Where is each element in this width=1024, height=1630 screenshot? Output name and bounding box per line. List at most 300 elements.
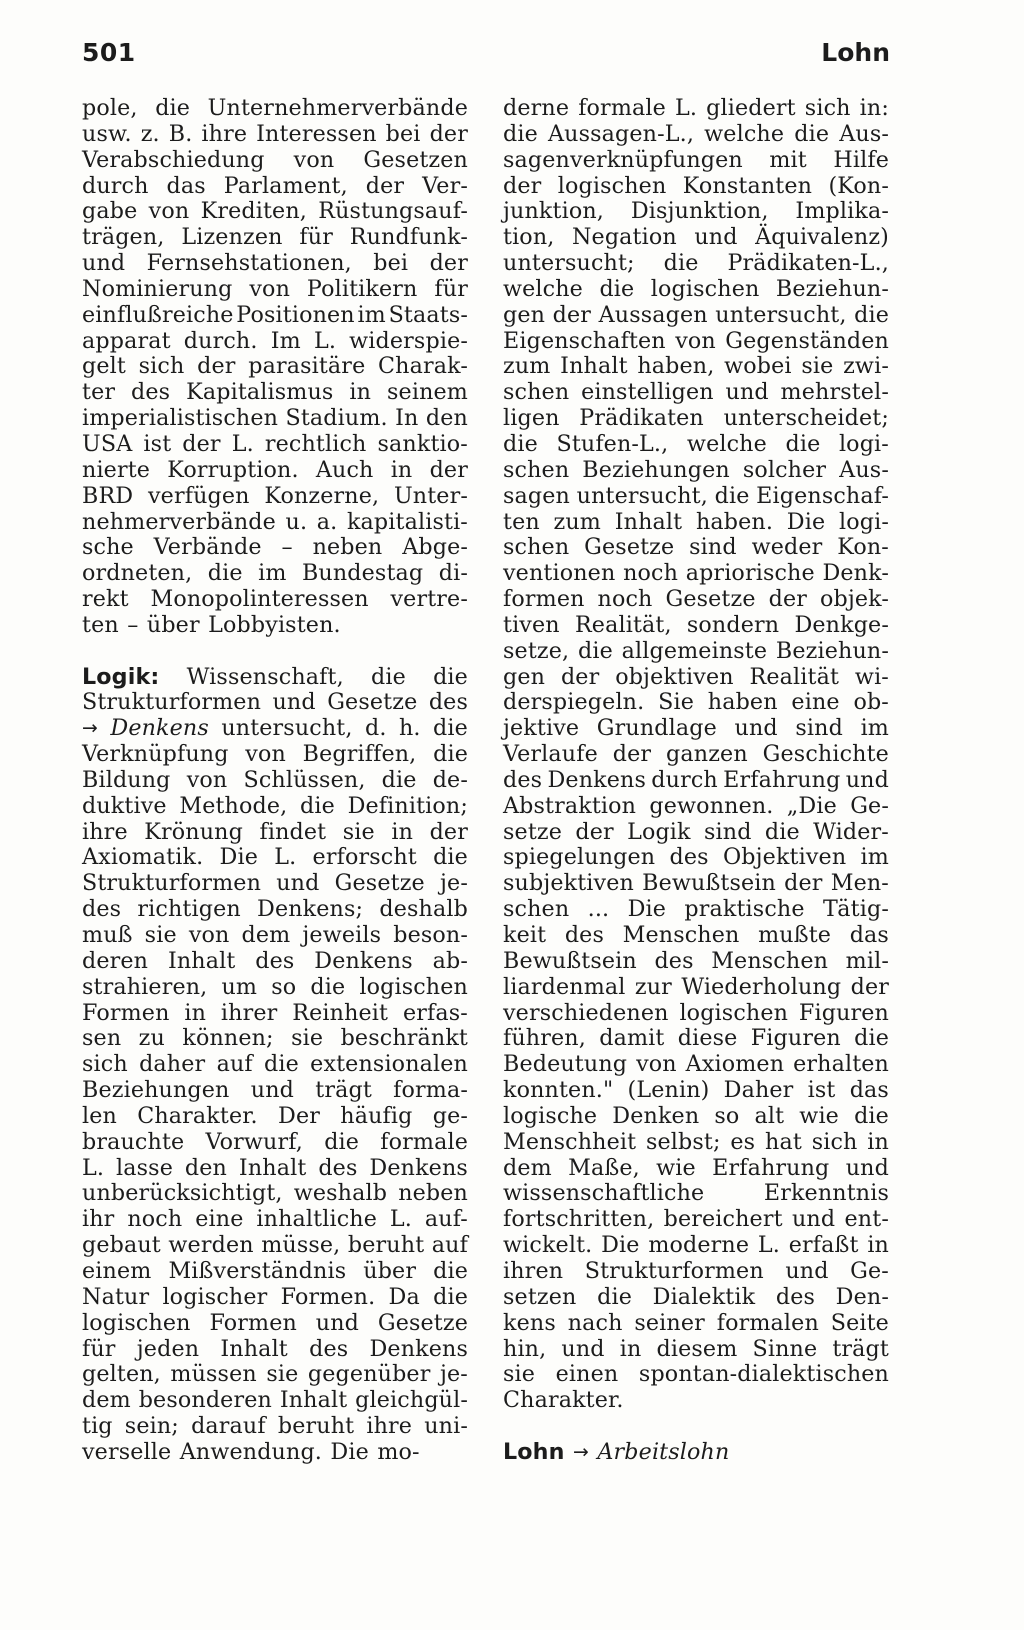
word: Lobbyisten. <box>208 611 341 638</box>
word: wie <box>799 1102 839 1129</box>
word: tig <box>82 1413 113 1440</box>
word: „Die <box>786 792 837 819</box>
word: neben <box>312 534 383 561</box>
word: Verabschiedung <box>82 146 265 173</box>
word: vertre- <box>390 586 468 613</box>
word: jeden <box>136 1335 200 1362</box>
text-line <box>82 380 468 406</box>
word: ob- <box>853 689 889 716</box>
word: Äquivalenz) <box>755 224 889 251</box>
word: die <box>370 663 406 690</box>
word: über <box>146 611 200 638</box>
word: praktische <box>684 896 805 923</box>
word: der <box>850 973 889 1000</box>
word: sagenverknüpfungen <box>503 146 743 173</box>
text-line <box>503 354 889 380</box>
text-line <box>503 690 889 716</box>
word: sind <box>795 715 843 742</box>
word: Die <box>786 508 826 535</box>
word: unberücksichtigt, <box>82 1180 283 1207</box>
word: und <box>82 250 126 277</box>
word: L. <box>274 844 297 871</box>
word: ihr <box>82 1206 115 1233</box>
word: durch <box>82 172 149 199</box>
word: durch. <box>183 327 258 354</box>
word: gelt <box>82 353 126 380</box>
word: Inhalt <box>614 508 683 535</box>
word: und <box>315 1309 360 1336</box>
text-line <box>503 96 889 122</box>
word: und <box>694 224 738 251</box>
word: Denkens <box>369 1154 468 1181</box>
text-line <box>82 1207 468 1233</box>
word: mo- <box>377 1438 420 1465</box>
word: Die <box>219 844 258 871</box>
text-line <box>82 277 468 303</box>
word: Ge- <box>850 792 889 819</box>
word: gebaut <box>82 1232 161 1259</box>
word: Dialektik <box>652 1283 756 1310</box>
word: sche <box>82 534 134 561</box>
word: zum <box>503 353 551 380</box>
text-line <box>503 1181 889 1207</box>
word: len <box>82 1102 117 1129</box>
text-line <box>82 1311 468 1337</box>
text-line <box>503 1104 889 1130</box>
word: und <box>791 1206 836 1233</box>
word: die <box>324 1128 360 1155</box>
text-line <box>503 484 889 510</box>
text-line <box>82 871 468 897</box>
word: die <box>599 275 635 302</box>
word: der <box>552 301 592 328</box>
word: beruht <box>347 1232 425 1259</box>
word: In <box>395 405 419 432</box>
word: alt <box>754 1102 785 1129</box>
word: in <box>390 456 413 483</box>
word: wie <box>656 1154 696 1181</box>
word: muß <box>82 922 133 948</box>
word: selbst; <box>645 1128 721 1155</box>
word: formale <box>578 95 666 121</box>
word: zwi- <box>843 353 889 380</box>
word: einem <box>82 1257 152 1284</box>
text-line <box>82 458 468 484</box>
word: dem <box>503 1154 552 1181</box>
word: brauchte <box>82 1128 185 1155</box>
word: die <box>381 766 417 793</box>
text-line <box>503 768 889 794</box>
word: des <box>428 689 468 716</box>
word: Wissenschaft, <box>186 663 344 690</box>
text-line <box>503 949 889 975</box>
word: es <box>730 1128 756 1155</box>
word: apparat <box>82 327 171 354</box>
word: im <box>357 301 386 328</box>
word: lasse <box>116 1154 173 1181</box>
word: sie <box>291 1025 324 1052</box>
word: Fernsehstationen, <box>146 250 352 277</box>
word: Inhalt <box>220 1335 288 1362</box>
text-line <box>82 561 468 587</box>
word: und <box>561 1335 605 1362</box>
word: die <box>785 430 821 457</box>
word: untersucht, <box>715 301 847 328</box>
text-line <box>503 432 889 458</box>
word: für <box>434 275 468 302</box>
word: und <box>845 766 889 793</box>
running-head: Lohn <box>821 38 890 67</box>
word: Verknüpfung <box>82 741 229 768</box>
entry-headword: Lohn <box>503 1438 565 1465</box>
word: Unter- <box>393 482 468 509</box>
word: Denkens <box>547 766 646 793</box>
word: beschränkt <box>340 1025 468 1052</box>
word: Seite <box>830 1309 889 1336</box>
word: Men- <box>830 870 889 897</box>
text-line <box>82 510 468 536</box>
text-line <box>503 845 889 871</box>
word: Eigenschaf- <box>756 482 889 509</box>
word: sich <box>804 95 851 121</box>
word: untersucht; <box>503 250 635 277</box>
word: L. <box>313 327 337 354</box>
word: einstelligen <box>581 379 714 406</box>
word: Auch <box>315 456 374 483</box>
word: ... <box>587 896 610 923</box>
text-line <box>82 1001 468 1027</box>
word: Axiomatik. <box>82 844 204 871</box>
word: nierte <box>82 456 151 483</box>
word: Formen <box>82 999 170 1026</box>
word: besonderen <box>138 1387 272 1414</box>
word: Erfahrung <box>712 1154 830 1181</box>
word: Ver- <box>422 172 468 199</box>
word: noch <box>623 560 679 587</box>
word: im <box>860 715 889 742</box>
word: die <box>433 663 468 690</box>
word: logische <box>503 1102 598 1129</box>
word: welche <box>503 275 583 302</box>
word: formen <box>503 586 585 613</box>
word: Grundlage <box>596 715 717 742</box>
word: formale <box>380 1128 468 1155</box>
word: setze <box>503 818 563 845</box>
word: dem <box>241 922 291 948</box>
word: ihren <box>503 1257 564 1284</box>
text-line <box>82 690 468 716</box>
word: der <box>612 741 652 768</box>
word: d. <box>364 715 387 742</box>
word: Sie <box>658 689 694 716</box>
word: Die <box>330 1438 369 1465</box>
word: sagen <box>503 482 570 509</box>
word: gegenüber <box>307 1361 431 1388</box>
word: sanktio- <box>377 430 468 457</box>
word: weder <box>751 534 823 561</box>
text-line <box>503 1156 889 1182</box>
word: Verbände <box>153 534 262 561</box>
word: ligen <box>503 405 560 432</box>
word: nach <box>567 1309 623 1336</box>
word: Inhalt <box>167 947 236 974</box>
word: Die <box>601 1232 640 1259</box>
word: Rundfunk- <box>349 224 468 251</box>
text-line <box>82 484 468 510</box>
word: sen <box>82 1025 122 1052</box>
word: Menschen <box>711 947 829 974</box>
word: Aus- <box>839 456 889 483</box>
word: L. <box>82 1154 105 1181</box>
word: allgemeinste <box>621 637 768 664</box>
word: für <box>299 224 333 251</box>
word: Objektiven <box>722 844 847 871</box>
word: Denkge- <box>794 611 889 638</box>
word: von <box>186 766 228 793</box>
word: Strukturformen <box>82 870 262 897</box>
word: ordneten, <box>82 560 193 587</box>
word: auf <box>216 1051 253 1078</box>
word: die <box>155 95 191 121</box>
text-line <box>503 225 889 251</box>
text-line <box>503 148 889 174</box>
word: wobei <box>724 353 792 380</box>
word: auf <box>431 1232 468 1259</box>
text-line <box>82 96 468 122</box>
word: haben, <box>637 353 715 380</box>
word: zum <box>553 508 601 535</box>
word: und <box>845 1154 889 1181</box>
word: die <box>433 1283 468 1310</box>
text-line <box>503 406 889 432</box>
text-line <box>82 742 468 768</box>
word: Hilfe <box>833 146 889 173</box>
word: jeweils <box>302 922 382 948</box>
word: findet <box>259 818 327 845</box>
word: Vorwurf, <box>205 1128 303 1155</box>
word: welche <box>704 120 785 147</box>
word: Charakter. <box>503 1387 624 1414</box>
text-line <box>82 949 468 975</box>
word: Da <box>388 1283 420 1310</box>
word: Inhalt <box>279 1387 348 1414</box>
word: seiner <box>634 1309 705 1336</box>
word: widerspie- <box>349 327 468 354</box>
word: wi- <box>854 663 889 690</box>
word: spontan-dialektischen <box>638 1361 889 1388</box>
word: konnten." <box>503 1077 614 1104</box>
text-line <box>82 1414 468 1440</box>
word: derspiegeln. <box>503 689 645 716</box>
word: Tätig- <box>822 896 889 923</box>
word: Der <box>278 1102 320 1129</box>
word: Beziehungen <box>82 1077 230 1104</box>
word: ihre <box>366 1413 413 1440</box>
text-line <box>503 303 889 329</box>
text-line <box>82 199 468 225</box>
word: L. <box>674 95 698 121</box>
word: noch <box>127 1206 183 1233</box>
word: daher <box>139 1051 206 1078</box>
word: Stadium. <box>285 405 388 432</box>
text-line <box>503 975 889 1001</box>
text-line <box>82 845 468 871</box>
word: häufig <box>340 1102 413 1129</box>
word: ihre <box>201 120 248 147</box>
word: Korruption. <box>167 456 299 483</box>
word: Gesetze <box>327 689 418 716</box>
word: Inhalt <box>238 1154 307 1181</box>
word: von <box>245 741 286 768</box>
word: die <box>433 844 468 871</box>
word: nehmerverbände <box>82 508 276 535</box>
word: der <box>429 120 468 147</box>
text-line <box>82 716 468 742</box>
word: Erfahrung <box>723 766 841 793</box>
word: ge- <box>432 1102 468 1129</box>
word: Aussagen-L., <box>547 120 695 147</box>
word: solcher <box>742 456 827 483</box>
word: untersucht, <box>221 715 353 742</box>
word: müsse, <box>261 1232 341 1259</box>
word: kapitalisti- <box>346 508 468 535</box>
word: Staats- <box>388 301 468 328</box>
text-line <box>82 897 468 923</box>
text-line <box>503 665 889 691</box>
word: hat <box>765 1128 802 1155</box>
text-line <box>82 975 468 1001</box>
text-line <box>82 1052 468 1078</box>
word: (Kon- <box>828 172 889 199</box>
word: setze, <box>503 637 570 664</box>
word: L. <box>757 1232 780 1259</box>
word: die <box>264 1051 299 1078</box>
word: Denkens; <box>257 896 364 923</box>
word: logi- <box>838 508 889 535</box>
word: neben <box>398 1180 468 1207</box>
word: z. <box>140 120 160 147</box>
word: deshalb <box>379 896 468 923</box>
word: verfügen <box>147 482 250 509</box>
word: darauf <box>191 1413 266 1440</box>
text-line <box>82 1259 468 1285</box>
word: fortschritten, <box>503 1206 655 1233</box>
word: dem <box>82 1387 131 1414</box>
word: Eigenschaften <box>503 327 666 354</box>
word: trägt <box>832 1335 889 1362</box>
word: sich <box>138 353 185 380</box>
word: diese <box>677 1025 738 1052</box>
word: werden <box>168 1232 254 1259</box>
word: – <box>281 534 293 561</box>
word: Positionen <box>236 301 355 328</box>
word: – <box>127 611 139 638</box>
word: Prädikaten <box>579 405 704 432</box>
word: die <box>854 1025 889 1052</box>
text-line <box>82 1026 468 1052</box>
word: im <box>860 844 889 871</box>
word: in <box>867 1128 889 1155</box>
word: bereichert <box>663 1206 783 1233</box>
word: das <box>166 172 206 199</box>
word: Menschen <box>622 922 740 948</box>
word: Maße, <box>568 1154 640 1181</box>
word: die <box>794 120 830 147</box>
word: und <box>734 715 778 742</box>
word: in <box>391 818 414 845</box>
word: h. <box>398 715 421 742</box>
word: einen <box>555 1361 619 1388</box>
word: bei <box>385 120 421 147</box>
word: Stufen-L., <box>556 430 669 457</box>
word: Die <box>627 896 667 923</box>
word: di- <box>438 560 468 587</box>
word: schen <box>503 379 570 406</box>
word: Gesetze <box>584 534 675 561</box>
word: tion, <box>503 224 555 251</box>
word: um <box>221 973 258 1000</box>
word: Krönung <box>144 818 243 845</box>
word: die <box>433 1257 468 1284</box>
word: in <box>867 1232 889 1259</box>
word: usw. <box>82 120 132 147</box>
text-line <box>82 1078 468 1104</box>
word: sind <box>703 818 752 845</box>
word: die <box>854 301 889 328</box>
word: mehrstel- <box>780 379 889 406</box>
text-line <box>503 716 889 742</box>
word: Bundestag <box>301 560 424 587</box>
word: weshalb <box>293 1180 388 1207</box>
word: sein; <box>124 1413 179 1440</box>
word: Gesetze <box>377 1309 468 1336</box>
word: Logik <box>627 818 691 845</box>
word: von <box>675 327 716 354</box>
word: der <box>197 353 236 380</box>
word: apriorische <box>685 560 815 587</box>
word: kens <box>503 1309 556 1336</box>
word: des <box>131 379 171 406</box>
word: Nominierung <box>82 275 233 302</box>
word: Mißverständnis <box>168 1257 347 1284</box>
text-line <box>82 174 468 200</box>
word: Kapitalismus <box>186 379 334 406</box>
word: Geschichte <box>762 741 889 768</box>
text-line <box>503 794 889 820</box>
word: zu <box>138 1025 165 1052</box>
word: unterscheidet; <box>723 405 889 432</box>
word: Prädikaten-L., <box>727 250 889 277</box>
word: objektiven <box>615 663 734 690</box>
text-line <box>82 1104 468 1130</box>
word: rechtlich <box>264 430 367 457</box>
word: setzen <box>503 1283 577 1310</box>
text-line <box>503 1052 889 1078</box>
word: die <box>714 482 750 509</box>
word: ganzen <box>666 741 748 768</box>
word: Aussagen <box>598 301 708 328</box>
word: Natur <box>82 1283 150 1310</box>
word: noch <box>597 586 653 613</box>
word: Schlüssen, <box>243 766 366 793</box>
word: seinem <box>387 379 468 406</box>
word: richtigen <box>137 896 241 923</box>
word: gewonnen. <box>649 792 774 819</box>
word: Bildung <box>82 766 171 793</box>
word: strahieren, <box>82 973 208 1000</box>
word: in: <box>859 95 889 121</box>
word: gen <box>503 663 546 690</box>
